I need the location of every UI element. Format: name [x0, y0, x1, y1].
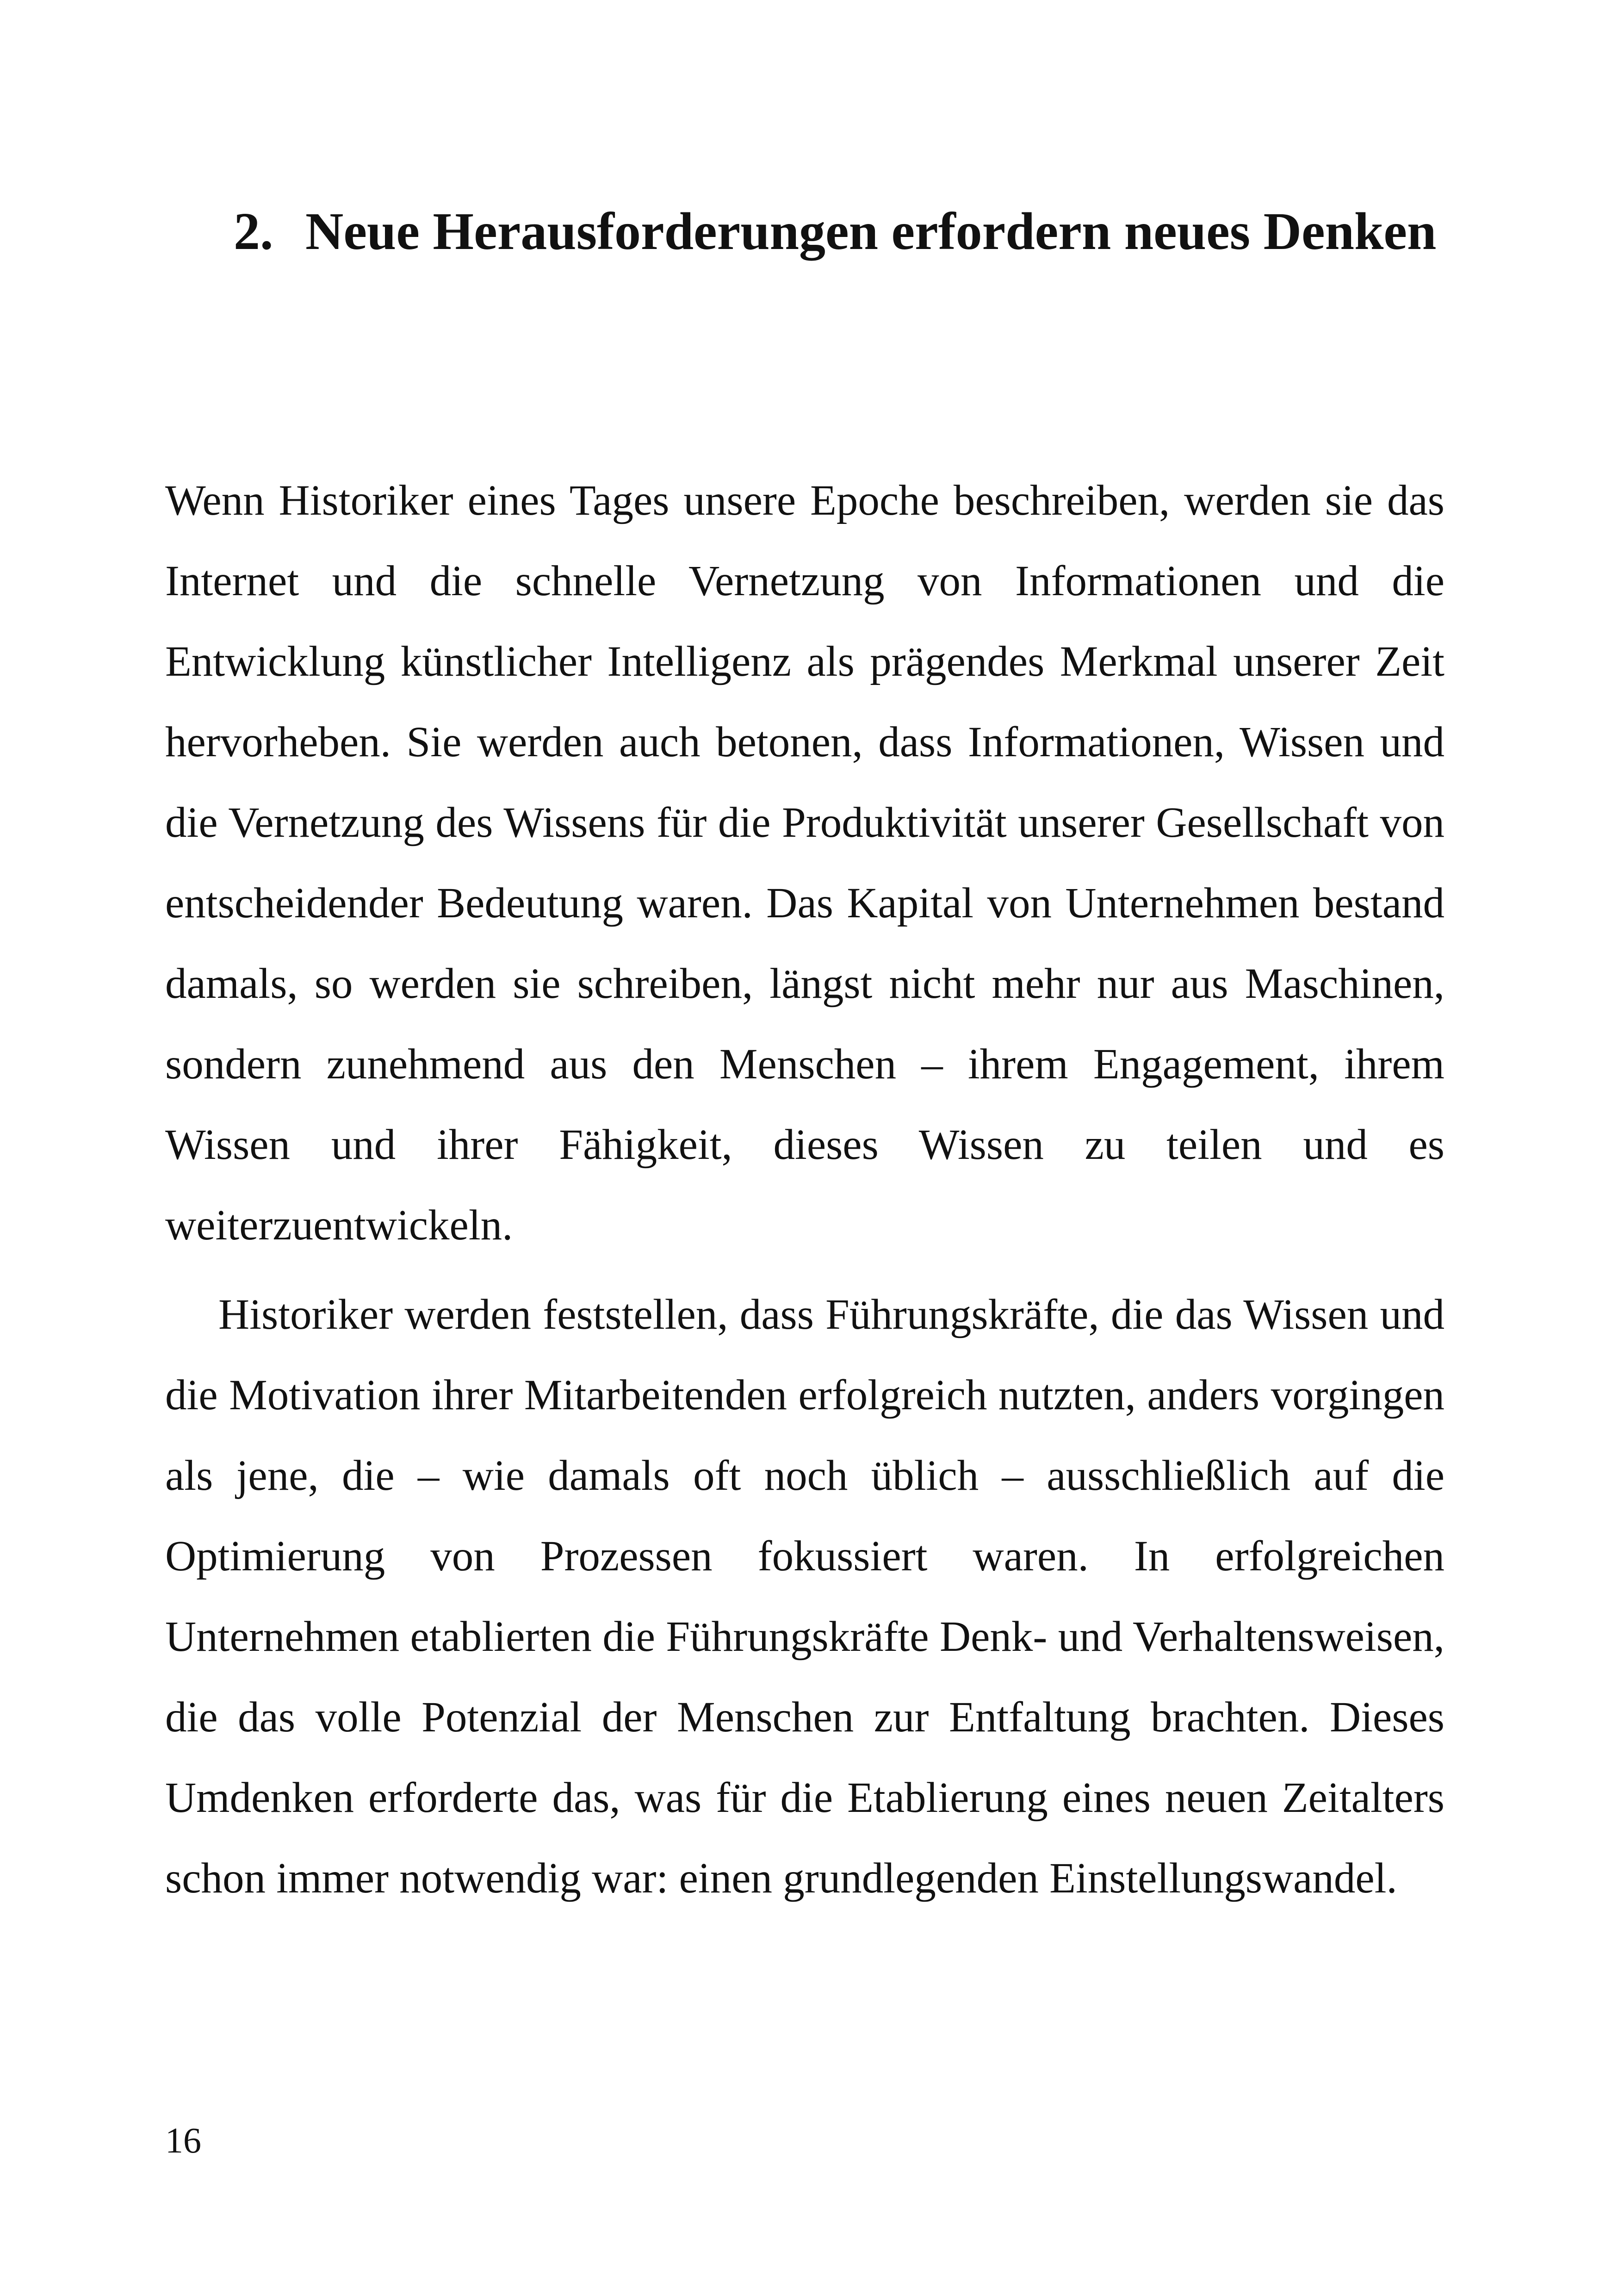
- paragraph-1: Wenn Historiker eines Tages unsere Epoche beschreiben, werden sie das Internet und die schnelle Vernetzung von Informationen und die Entwicklung künstlicher Intelligenz als prägendes Merkmal unserer Zeit hervorheben. Sie werden auch betonen, dass Informationen, Wissen und die Vernetzung des Wissens für die Produktivität unserer Gesellschaft von entscheidender Bedeutung waren. Das Kapital von Unternehmen bestand damals, so werden sie schreiben, längst nicht mehr nur aus Maschinen, sondern zunehmend aus den Menschen – ihrem Engagement, ihrem Wissen und ihrer Fähigkeit, dieses Wissen zu teilen und es weiterzuentwickeln.: [165, 477, 1444, 1249]
- page-number: 16: [165, 2120, 201, 2160]
- chapter-heading: [234, 198, 1483, 265]
- chapter-title: Neue Herausforderungen erfordern neues Denken: [305, 202, 1437, 261]
- chapter-number: 2.: [234, 202, 273, 261]
- body-text: [165, 460, 1444, 1919]
- paragraph-2: Historiker werden feststellen, dass Führungskräfte, die das Wissen und die Motivation ihrer Mitarbeitenden erfolgreich nutzten, anders vorgingen als jene, die – wie damals oft noch üblich – ausschließlich auf die Optimierung von Prozessen fokussiert waren. In erfolgreichen Unternehmen etablierten die Führungskräfte Denk- und Verhaltensweisen, die das volle Potenzial der Menschen zur Entfaltung brachten. Dieses Umdenken erforderte das, was für die Etablierung eines neuen Zeitalters schon immer notwendig war: einen grundlegenden Einstellungswandel.: [165, 1291, 1444, 1902]
